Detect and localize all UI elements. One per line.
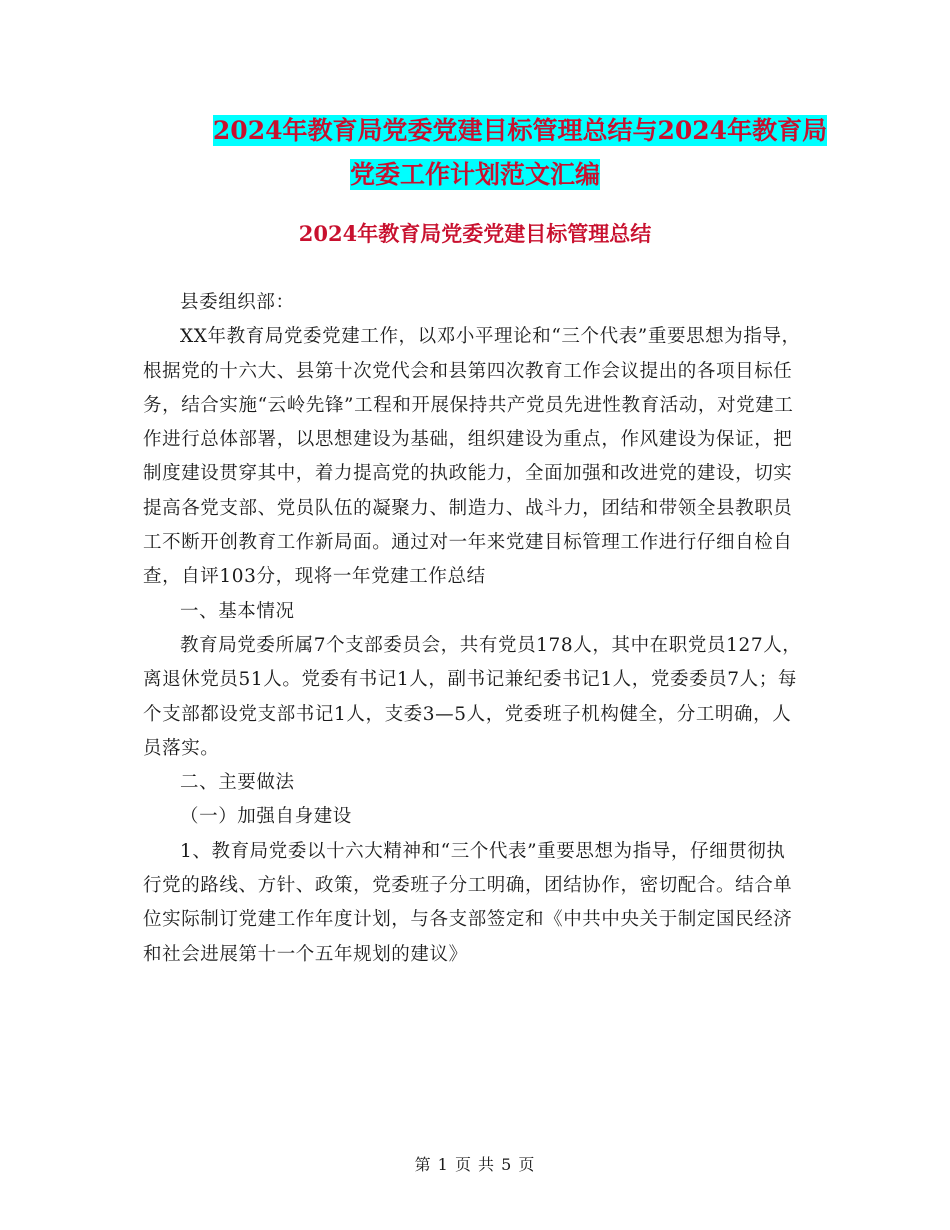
paragraph-basic-situation: 教育局党委所属7个支部委员会，共有党员178人，其中在职党员127人，离退休党员51人。党委有书记1人，副书记兼纪委书记1人，党委委员7人；每个支部都设党支部书记1人，支委3—5人，党委班子机构健全，分工明确，人员落实。 bbox=[143, 634, 802, 759]
title-highlight-1: 2024年教育局党委党建目标管理总结与2024年教育局 bbox=[212, 116, 828, 145]
heading-main-practices: 二、主要做法 bbox=[180, 772, 295, 794]
document-title-line-1 bbox=[45, 108, 950, 154]
section-title: 2024年教育局党委党建目标管理总结 bbox=[298, 221, 652, 246]
document-body bbox=[143, 286, 803, 972]
document-title-line-2 bbox=[0, 152, 950, 198]
subheading-self-building: （一）加强自身建设 bbox=[180, 806, 352, 828]
salutation: 县委组织部： bbox=[180, 292, 295, 313]
title-highlight-2: 党委工作计划范文汇编 bbox=[349, 160, 600, 189]
page-number-footer: 第 1 页 共 5 页 bbox=[414, 1155, 536, 1174]
paragraph-self-building: 1、教育局党委以十六大精神和“三个代表”重要思想为指导，仔细贯彻执行党的路线、方针、政策，党委班子分工明确，团结协作，密切配合。结合单位实际制订党建工作年度计划，与各支部签定和《中共中央关于制定国民经济和社会进展第十一个五年规划的建议》 bbox=[143, 840, 793, 965]
paragraph-intro: XX年教育局党委党建工作，以邓小平理论和“三个代表”重要思想为指导，根据党的十六大、县第十次党代会和县第四次教育工作会议提出的各项目标任务，结合实施“云岭先锋”工程和开展保持共产党员先进性教育活动，对党建工作进行总体部署，以思想建设为基础，组织建设为重点，作风建设为保证，把制度建设贯穿其中，着力提高党的执政能力，全面加强和改进党的建设，切实提高各党支部、党员队伍的凝聚力、制造力、战斗力，团结和带领全县教职员工不断开创教育工作新局面。通过对一年来党建目标管理工作进行仔细自检自查，自评103分，现将一年党建工作总结 bbox=[143, 326, 801, 588]
heading-basic-situation: 一、基本情况 bbox=[180, 600, 295, 622]
